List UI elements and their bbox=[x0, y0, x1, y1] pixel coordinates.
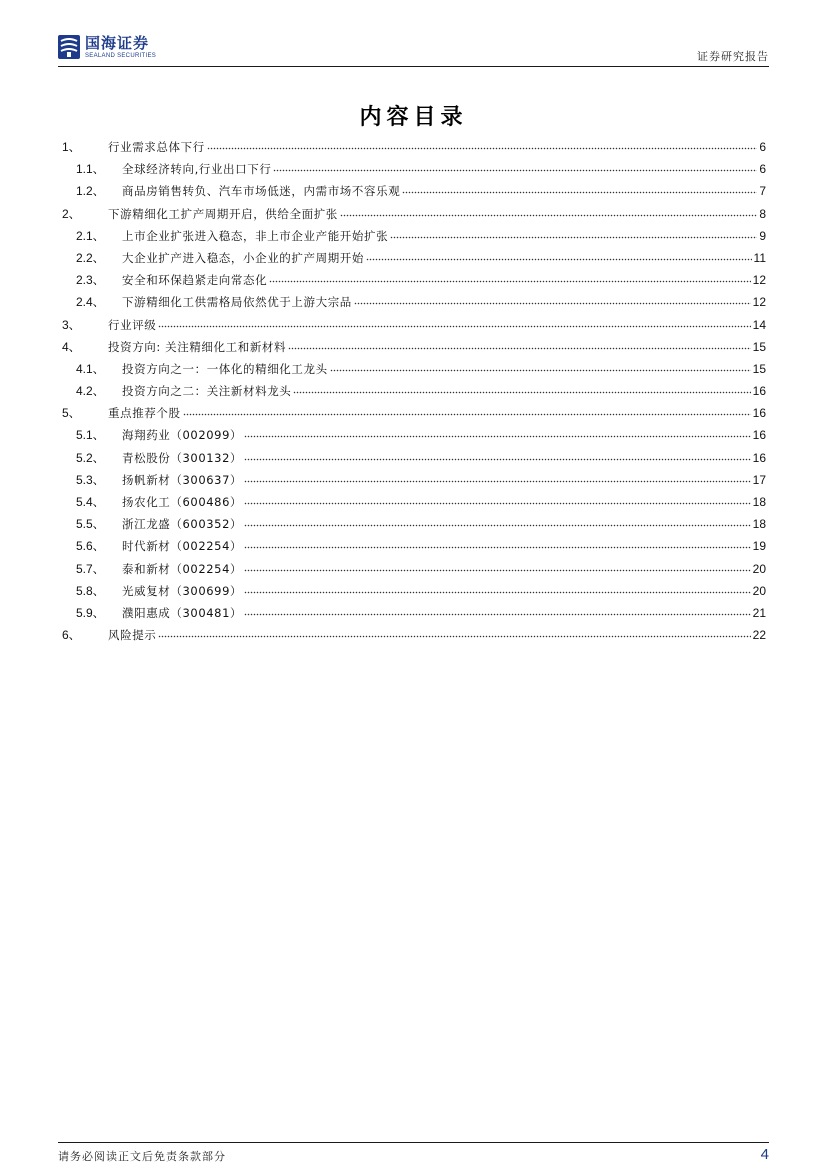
toc-dot-leader bbox=[244, 539, 751, 549]
toc-entry-label: 商品房销售转负、汽车市场低迷，内需市场不容乐观 bbox=[122, 184, 401, 199]
toc-entry[interactable] bbox=[58, 537, 766, 559]
toc-entry-label: 扬帆新材（300637） bbox=[122, 472, 243, 487]
toc-dot-leader bbox=[244, 517, 751, 527]
toc-entry[interactable] bbox=[58, 249, 766, 271]
toc-dot-leader bbox=[183, 406, 751, 416]
toc-entry-page: 12 bbox=[752, 273, 766, 288]
sealand-logo-icon bbox=[58, 35, 80, 59]
toc-entry-page: 14 bbox=[752, 317, 766, 332]
toc-entry-page: 11 bbox=[753, 250, 766, 265]
toc-dot-leader bbox=[293, 384, 750, 394]
toc-entry[interactable] bbox=[58, 182, 766, 204]
document-type: 证券研究报告 bbox=[697, 50, 769, 63]
toc-entry-label: 下游精细化工扩产周期开启，供给全面扩张 bbox=[108, 206, 338, 221]
toc-entry-page: 17 bbox=[752, 472, 766, 487]
toc-dot-leader bbox=[366, 251, 752, 261]
toc-entry[interactable] bbox=[58, 449, 766, 471]
toc-entry-page: 18 bbox=[752, 517, 766, 532]
page-footer bbox=[58, 1142, 769, 1163]
toc-entry[interactable] bbox=[58, 360, 766, 382]
toc-entry-number: 2.1、 bbox=[76, 228, 105, 243]
toc-entry-page: 16 bbox=[752, 384, 766, 399]
toc-entry-number: 5.8、 bbox=[76, 583, 105, 598]
toc-entry-number: 2.3、 bbox=[76, 273, 105, 288]
toc-entry-page: 18 bbox=[752, 495, 766, 509]
toc-entry[interactable] bbox=[58, 582, 766, 604]
toc-entry-label: 浙江龙盛（600352） bbox=[122, 517, 243, 532]
toc-entry-number: 1.2、 bbox=[76, 184, 105, 199]
toc-dot-leader bbox=[244, 473, 751, 483]
toc-dot-leader bbox=[244, 584, 751, 594]
toc-entry-page: 8 bbox=[759, 206, 766, 221]
toc-entry[interactable] bbox=[58, 471, 766, 493]
toc-entry[interactable] bbox=[58, 293, 766, 315]
page-header bbox=[58, 34, 769, 67]
toc-entry-label: 全球经济转向,行业出口下行 bbox=[122, 162, 272, 177]
toc-dot-leader bbox=[244, 606, 751, 616]
toc-dot-leader bbox=[340, 207, 757, 217]
toc-entry-page: 21 bbox=[752, 605, 766, 620]
toc-entry[interactable] bbox=[58, 160, 766, 182]
toc-dot-leader bbox=[244, 428, 751, 438]
toc-dot-leader bbox=[244, 495, 751, 505]
toc-entry-label: 泰和新材（002254） bbox=[122, 561, 243, 576]
toc-entry-label: 行业需求总体下行 bbox=[108, 140, 205, 154]
toc-dot-leader bbox=[158, 628, 750, 638]
toc-dot-leader bbox=[390, 229, 757, 239]
toc-entry[interactable] bbox=[58, 626, 766, 648]
toc-dot-leader bbox=[273, 162, 757, 172]
brand-name-en: SEALAND SECURITIES bbox=[85, 53, 157, 59]
toc-entry[interactable] bbox=[58, 138, 766, 160]
toc-entry[interactable] bbox=[58, 426, 766, 448]
toc-entry[interactable] bbox=[58, 338, 766, 360]
toc-entry-label: 投资方向之二：关注新材料龙头 bbox=[122, 384, 292, 399]
toc-entry-page: 19 bbox=[752, 539, 766, 554]
toc-entry-page: 16 bbox=[752, 406, 766, 421]
toc-entry-number: 2、 bbox=[62, 206, 81, 221]
toc-dot-leader bbox=[244, 562, 751, 572]
toc-entry-label: 安全和环保趋紧走向常态化 bbox=[122, 273, 268, 288]
toc-entry-number: 4.1、 bbox=[76, 361, 105, 376]
toc-entry-page: 6 bbox=[759, 162, 766, 177]
toc-entry-page: 22 bbox=[752, 628, 766, 643]
toc-entry-page: 20 bbox=[752, 561, 766, 576]
toc-entry[interactable] bbox=[58, 604, 766, 626]
toc-entry-page: 16 bbox=[752, 450, 766, 465]
toc-entry-page: 9 bbox=[759, 228, 766, 243]
toc-entry-label: 海翔药业（002099） bbox=[122, 428, 243, 443]
toc-entry-page: 12 bbox=[752, 295, 766, 310]
toc-entry-number: 5.4、 bbox=[76, 495, 105, 509]
toc-dot-leader bbox=[330, 362, 751, 372]
toc-dot-leader bbox=[207, 140, 758, 150]
toc-dot-leader bbox=[158, 318, 750, 328]
toc-entry-label: 行业评级 bbox=[108, 317, 157, 332]
toc-entry[interactable] bbox=[58, 404, 766, 426]
toc-entry-label: 上市企业扩张进入稳态，非上市企业产能开始扩张 bbox=[122, 228, 389, 243]
toc-entry-number: 6、 bbox=[62, 628, 81, 643]
toc-entry[interactable] bbox=[58, 560, 766, 582]
toc-entry[interactable] bbox=[58, 227, 766, 249]
page-number: 4 bbox=[760, 1146, 769, 1163]
toc-entry-label: 投资方向: 关注精细化工和新材料 bbox=[108, 339, 287, 354]
toc-entry-number: 1.1、 bbox=[76, 162, 105, 177]
toc-entry-label: 风险提示 bbox=[108, 628, 157, 643]
toc-entry-number: 4.2、 bbox=[76, 384, 105, 399]
toc-entry[interactable] bbox=[58, 515, 766, 537]
disclaimer-note: 请务必阅读正文后免责条款部分 bbox=[58, 1150, 226, 1163]
toc-entry-label: 重点推荐个股 bbox=[108, 406, 181, 421]
toc-entry-label: 濮阳惠成（300481） bbox=[122, 605, 243, 620]
table-of-contents bbox=[58, 138, 766, 648]
toc-dot-leader bbox=[269, 273, 750, 283]
toc-entry-number: 3、 bbox=[62, 317, 81, 332]
toc-entry-page: 6 bbox=[759, 140, 766, 154]
toc-entry-page: 15 bbox=[752, 339, 766, 354]
toc-dot-leader bbox=[402, 184, 757, 194]
toc-entry[interactable] bbox=[58, 205, 766, 227]
toc-entry-number: 5.2、 bbox=[76, 450, 105, 465]
toc-entry[interactable] bbox=[58, 382, 766, 404]
toc-entry-label: 大企业扩产进入稳态，小企业的扩产周期开始 bbox=[122, 250, 364, 265]
toc-entry-number: 5.3、 bbox=[76, 472, 105, 487]
toc-entry-number: 5.9、 bbox=[76, 605, 105, 620]
toc-entry[interactable] bbox=[58, 493, 766, 515]
toc-entry-number: 2.2、 bbox=[76, 250, 105, 265]
toc-entry-label: 投资方向之一：一体化的精细化工龙头 bbox=[122, 361, 328, 376]
toc-entry-number: 1、 bbox=[62, 140, 81, 154]
toc-entry-number: 5.1、 bbox=[76, 428, 105, 443]
page-title: 内容目录 bbox=[359, 105, 468, 130]
toc-entry[interactable] bbox=[58, 271, 766, 293]
brand-name-cn: 国海证券 bbox=[85, 34, 150, 52]
brand-logo bbox=[58, 34, 156, 64]
toc-entry-number: 5.6、 bbox=[76, 539, 105, 554]
toc-entry-page: 20 bbox=[752, 583, 766, 598]
toc-entry-page: 15 bbox=[752, 361, 766, 376]
toc-entry-label: 扬农化工（600486） bbox=[122, 495, 243, 509]
toc-dot-leader bbox=[288, 340, 751, 350]
toc-entry-number: 4、 bbox=[62, 339, 81, 354]
toc-entry-number: 5.7、 bbox=[76, 561, 105, 576]
toc-entry-label: 时代新材（002254） bbox=[122, 539, 243, 554]
toc-entry-page: 16 bbox=[752, 428, 766, 443]
toc-dot-leader bbox=[354, 295, 751, 305]
toc-entry-page: 7 bbox=[759, 184, 766, 199]
toc-entry[interactable] bbox=[58, 316, 766, 338]
toc-entry-label: 下游精细化工供需格局依然优于上游大宗品 bbox=[122, 295, 352, 310]
toc-entry-label: 青松股份（300132） bbox=[122, 450, 243, 465]
toc-entry-number: 5.5、 bbox=[76, 517, 105, 532]
toc-entry-number: 5、 bbox=[62, 406, 81, 421]
toc-dot-leader bbox=[244, 451, 751, 461]
toc-entry-number: 2.4、 bbox=[76, 295, 105, 310]
toc-entry-label: 光威复材（300699） bbox=[122, 583, 243, 598]
